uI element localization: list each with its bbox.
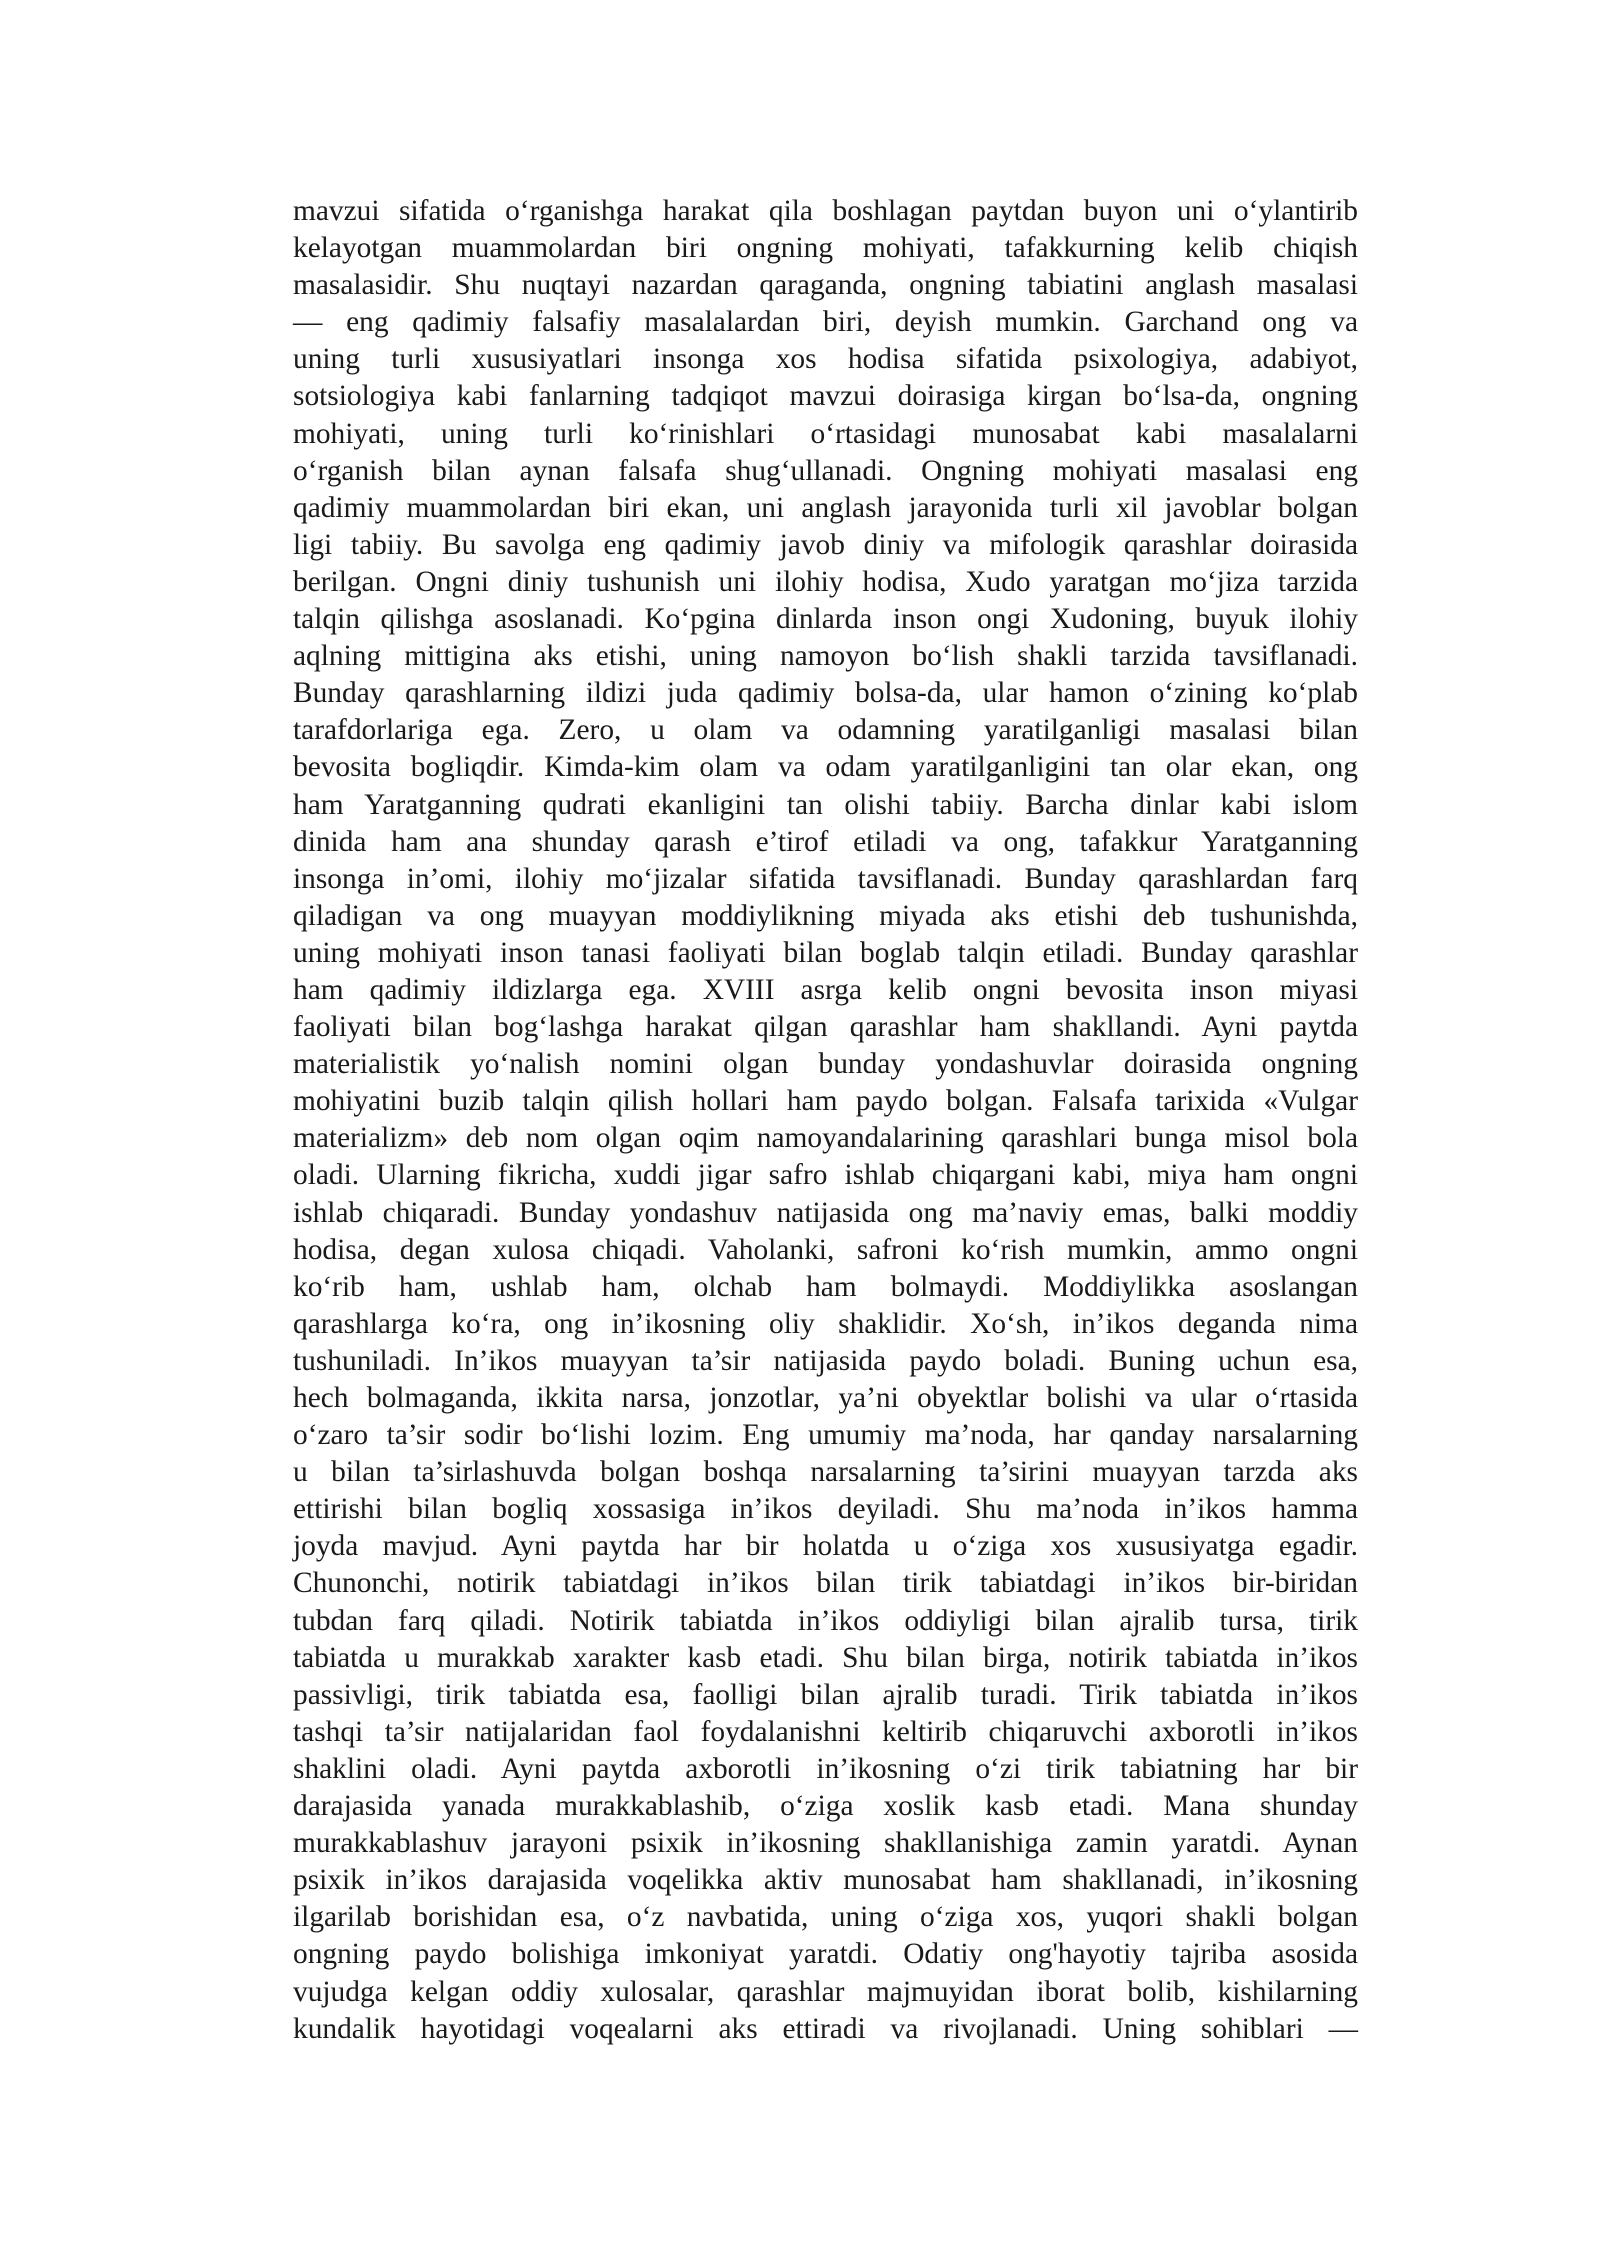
text-line: qiladigan va ong muayyan moddiylikning miyada aks etishi deb tushunishda, (293, 899, 1358, 932)
text-line: faoliyati bilan bog‘lashga harakat qilgan qarashlar ham shakllandi. Ayni paytda (293, 1011, 1358, 1044)
text-line: o‘zaro ta’sir sodir bo‘lishi lozim. Eng umumiy ma’noda, har qanday narsalarning (293, 1419, 1358, 1452)
text-line: ongning paydo bolishiga imkoniyat yaratdi. Odatiy ong'hayotiy tajriba asosida (293, 1938, 1358, 1971)
text-line: tashqi ta’sir natijalaridan faol foydalanishni keltirib chiqaruvchi axborotli in’ikos (293, 1715, 1358, 1748)
text-line: tubdan farq qiladi. Notirik tabiatda in’ikos oddiyligi bilan ajralib tursa, tirik (293, 1604, 1358, 1637)
text-line: dinida ham ana shunday qarash e’tirof etiladi va ong, tafakkur Yaratganning (293, 825, 1358, 858)
text-line: talqin qilishga asoslanadi. Ko‘pgina dinlarda inson ongi Xudoning, buyuk ilohiy (293, 603, 1358, 636)
text-line: bevosita bogliqdir. Kimda-kim olam va odam yaratilganligini tan olar ekan, ong (293, 751, 1358, 784)
text-line: darajasida yanada murakkablashib, o‘ziga xoslik kasb etadi. Mana shunday (293, 1790, 1358, 1823)
text-line: ishlab chiqaradi. Bunday yondashuv natijasida ong ma’naviy emas, balki moddiy (293, 1196, 1358, 1229)
text-line: psixik in’ikos darajasida voqelikka aktiv munosabat ham shakllanadi, in’ikosning (293, 1864, 1358, 1897)
text-line: aqlning mittigina aks etishi, uning namoyon bo‘lish shakli tarzida tavsiflanadi. (293, 640, 1358, 673)
text-line: joyda mavjud. Ayni paytda har bir holatda u o‘ziga xos xususiyatga egadir. (293, 1530, 1358, 1563)
text-line: materialistik yo‘nalish nomini olgan bunday yondashuvlar doirasida ongning (293, 1048, 1358, 1081)
text-line: ham qadimiy ildizlarga ega. XVIII asrga kelib ongni bevosita inson miyasi (293, 973, 1358, 1006)
text-line: sotsiologiya kabi fanlarning tadqiqot mavzui doirasiga kirgan bo‘lsa-da, ongning (293, 380, 1358, 413)
text-line: tarafdorlariga ega. Zero, u olam va odamning yaratilganligi masalasi bilan (293, 714, 1358, 747)
text-line: kundalik hayotidagi voqealarni aks ettiradi va rivojlanadi. Uning sohiblari — (293, 2012, 1358, 2045)
text-line: berilgan. Ongni diniy tushunish uni ilohiy hodisa, Xudo yaratgan mo‘jiza tarzida (293, 565, 1358, 598)
text-line: o‘rganish bilan aynan falsafa shug‘ullanadi. Ongning mohiyati masalasi eng (293, 454, 1358, 487)
text-line: vujudga kelgan oddiy xulosalar, qarashlar majmuyidan iborat bolib, kishilarning (293, 1975, 1358, 2008)
text-line: — eng qadimiy falsafiy masalalardan biri, deyish mumkin. Garchand ong va (293, 306, 1358, 339)
text-line: materializm» deb nom olgan oqim namoyandalarining qarashlari bunga misol bola (293, 1122, 1358, 1155)
text-line: mohiyatini buzib talqin qilish hollari ham paydo bolgan. Falsafa tarixida «Vulgar (293, 1085, 1358, 1118)
text-line: oladi. Ularning fikricha, xuddi jigar safro ishlab chiqargani kabi, miya ham ongni (293, 1159, 1358, 1192)
text-line: qarashlarga ko‘ra, ong in’ikosning oliy shaklidir. Xo‘sh, in’ikos deganda nima (293, 1307, 1358, 1340)
text-line: hech bolmaganda, ikkita narsa, jonzotlar, ya’ni obyektlar bolishi va ular o‘rtasida (293, 1382, 1358, 1414)
text-line: kelayotgan muammolardan biri ongning mohiyati, tafakkurning kelib chiqish (293, 232, 1358, 265)
text-line: masalasidir. Shu nuqtayi nazardan qaraganda, ongning tabiatini anglash masalasi (293, 269, 1358, 302)
text-line: u bilan ta’sirlashuvda bolgan boshqa narsalarning ta’sirini muayyan tarzda aks (293, 1456, 1358, 1489)
text-line: ilgarilab borishidan esa, o‘z navbatida, uning o‘ziga xos, yuqori shakli bolgan (293, 1901, 1358, 1934)
text-line: ettirishi bilan bogliq xossasiga in’ikos deyiladi. Shu ma’noda in’ikos hamma (293, 1493, 1358, 1526)
text-line: qadimiy muammolardan biri ekan, uni anglash jarayonida turli xil javoblar bolgan (293, 491, 1358, 524)
text-line: ko‘rib ham, ushlab ham, olchab ham bolmaydi. Moddiylikka asoslangan (293, 1270, 1358, 1303)
text-line: murakkablashuv jarayoni psixik in’ikosning shakllanishiga zamin yaratdi. Aynan (293, 1827, 1358, 1860)
text-line: ligi tabiiy. Bu savolga eng qadimiy javob diniy va mifologik qarashlar doirasida (293, 528, 1358, 561)
text-line: shaklini oladi. Ayni paytda axborotli in’ikosning o‘zi tirik tabiatning har bir (293, 1752, 1358, 1785)
text-line: insonga in’omi, ilohiy mo‘jizalar sifatida tavsiflanadi. Bunday qarashlardan farq (293, 862, 1358, 895)
text-line: uning mohiyati inson tanasi faoliyati bilan boglab talqin etiladi. Bunday qarashlar (293, 936, 1358, 969)
text-line: mohiyati, uning turli ko‘rinishlari o‘rtasidagi munosabat kabi masalalarni (293, 417, 1358, 450)
text-line: tabiatda u murakkab xarakter kasb etadi. Shu bilan birga, notirik tabiatda in’ikos (293, 1641, 1358, 1674)
body-paragraph (293, 193, 1358, 2048)
text-line: ham Yaratganning qudrati ekanligini tan olishi tabiiy. Barcha dinlar kabi islom (293, 788, 1358, 821)
text-line: tushuniladi. In’ikos muayyan ta’sir natijasida paydo boladi. Buning uchun esa, (293, 1344, 1358, 1377)
text-line: uning turli xususiyatlari insonga xos hodisa sifatida psixologiya, adabiyot, (293, 343, 1358, 376)
text-line: Chunonchi, notirik tabiatdagi in’ikos bilan tirik tabiatdagi in’ikos bir-biridan (293, 1567, 1358, 1600)
text-line: mavzui sifatida o‘rganishga harakat qila boshlagan paytdan buyon uni o‘ylantirib (293, 195, 1358, 227)
text-line: passivligi, tirik tabiatda esa, faolligi bilan ajralib turadi. Tirik tabiatda in’ikos (293, 1678, 1358, 1711)
text-line: hodisa, degan xulosa chiqadi. Vaholanki, safroni ko‘rish mumkin, ammo ongni (293, 1233, 1358, 1266)
text-line: Bunday qarashlarning ildizi juda qadimiy bolsa-da, ular hamon o‘zining ko‘plab (293, 677, 1358, 710)
